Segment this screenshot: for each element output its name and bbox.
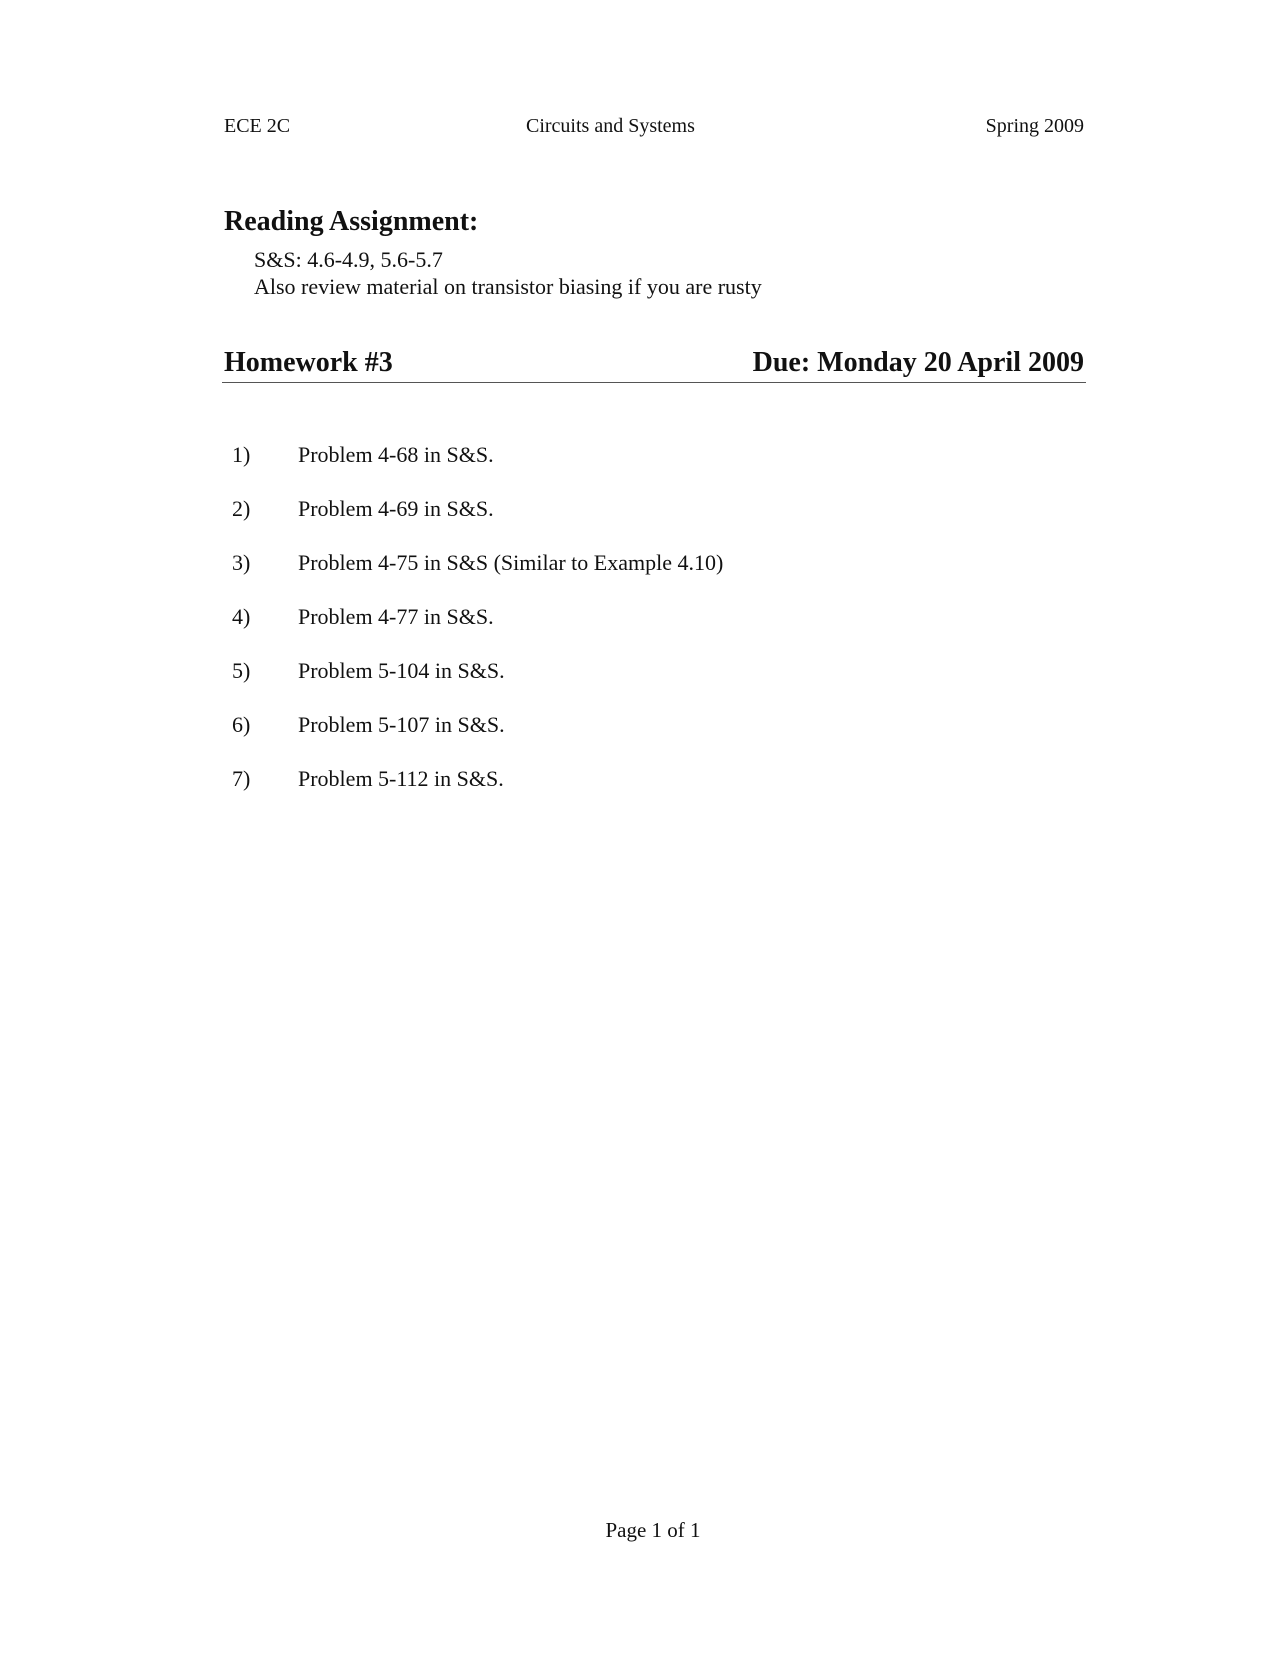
problem-item	[230, 602, 1030, 656]
problem-text: Problem 4-77 in S&S.	[298, 604, 494, 629]
page-footer: Page 1 of 1	[605, 1518, 701, 1542]
problem-text: Problem 5-104 in S&S.	[298, 658, 505, 683]
problem-number: 6)	[232, 712, 251, 737]
problem-text: Problem 4-69 in S&S.	[298, 496, 494, 521]
course-term: Spring 2009	[985, 115, 1084, 137]
course-code: ECE 2C	[224, 115, 291, 137]
problem-number: 5)	[232, 658, 251, 683]
problem-text: Problem 5-107 in S&S.	[298, 712, 505, 737]
problem-text: Problem 5-112 in S&S.	[298, 766, 504, 791]
problem-list	[230, 440, 1030, 818]
homework-header	[222, 344, 1086, 383]
problem-item	[230, 440, 1030, 494]
problem-item	[230, 548, 1030, 602]
course-subject: Circuits and Systems	[526, 115, 695, 137]
problem-number: 2)	[232, 496, 251, 521]
page-header	[224, 112, 1084, 140]
problem-item	[230, 764, 1030, 818]
problem-number: 7)	[232, 766, 251, 791]
problem-number: 1)	[232, 442, 251, 467]
reading-line-sections: S&S: 4.6-4.9, 5.6-5.7	[254, 247, 443, 272]
homework-title: Homework #3	[224, 347, 393, 378]
problem-number: 3)	[232, 550, 251, 575]
reading-assignment-heading: Reading Assignment:	[224, 206, 479, 237]
homework-due-date: Due: Monday 20 April 2009	[752, 347, 1084, 378]
problem-text: Problem 4-68 in S&S.	[298, 442, 494, 467]
problem-item	[230, 656, 1030, 710]
problem-number: 4)	[232, 604, 251, 629]
problem-text: Problem 4-75 in S&S (Similar to Example 4.10)	[298, 550, 724, 575]
problem-item	[230, 710, 1030, 764]
reading-line-review: Also review material on transistor biasing if you are rusty	[254, 274, 762, 299]
problem-item	[230, 494, 1030, 548]
